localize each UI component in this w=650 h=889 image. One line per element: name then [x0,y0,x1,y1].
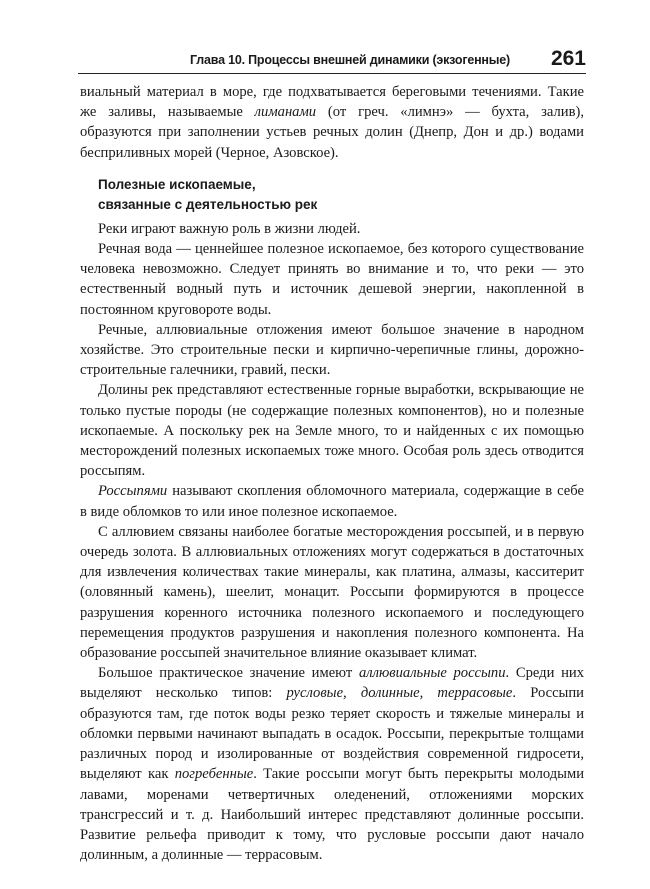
italic-term: лиманами [254,104,317,121]
paragraph: Реки играют важную роль в жизни людей. [98,220,361,237]
paragraph-continuation [80,82,584,163]
text-run: называют скопления обломочного материала, содержащие в себе в виде обломков то или иное полезное ископаемое. [80,483,584,520]
text-run: Большое практическое значение имеют [98,665,359,682]
paragraph: С аллювием связаны наиболее богатые месторождения россыпей, и в первую очередь золота. В аллювиальных отложениях могут содержаться в достаточных для извлечения количествах такие минералы, как платина, алмазы, касситерит (оловянный камень), шеелит, монацит. Россыпи формируются в процессе разрушения коренного источника полезного ископаемого и последующего перемещения продуктов разрушения и накопления полезного компонента. На образование россыпей значительное влияние оказывает климат. [80,523,584,662]
paragraph: Долины рек представляют естественные горные выработки, вскрывающие не только пустые породы (не содержащие полезных компонентов), но и полезные ископаемые. А поскольку рек на Земле много, то и найденных с их помощью месторождений полезных ископаемых тоже много. Особая роль здесь отводится россыпям. [80,382,584,480]
text-run: . Такие россыпи могут быть перекрыты молодыми лавами, моренами четвертичных оледенений, отложениями морских трансгрессий и т. д. Наибольший интерес представляют долинные россыпи. Развитие рельефа приводит к тому, что русловые россыпи дают начало долинным, а долинные — террасовым. [80,766,585,864]
section-heading-line-1: Полезные ископаемые, [98,176,256,192]
paragraph: Речные, аллювиальные отложения имеют большое значение в народном хозяйстве. Это строительные пески и кирпично-черепичные глины, дорожно-строительные галечники, гравий, пески. [80,321,584,379]
text-run: (от греч. «лимнэ» — бухта, залив), образуются при заполнении устьев речных долин (Днепр, Дон и др.) водами бесприливных морей (Черное, Азовское). [80,104,584,161]
chapter-title: Глава 10. Процессы внешней динамики (экзогенные) [190,53,510,67]
body-text [80,82,584,865]
paragraph [80,481,584,521]
italic-term: аллювиальные россыпи [358,665,506,682]
page-number: 261 [550,47,586,70]
text-run: . Среди них выделяют несколько типов: [80,665,584,702]
italic-term: погребенные [174,766,254,783]
paragraph [80,663,584,865]
section-heading [98,175,584,215]
text-run: виальный материал в море, где подхватывается береговыми течениями. Такие же заливы, называемые [80,84,584,121]
italic-term: русловые, долинные, террасовые [286,685,513,702]
running-header [78,43,586,74]
italic-term: Россыпями [98,483,168,500]
section-heading-line-2: связанные с деятельностью рек [98,196,318,212]
paragraph: Речная вода — ценнейшее полезное ископаемое, без которого существование человека невозможно. Следует принять во внимание и то, что реки — это естественный водный путь и источник дешевой энергии, накопленной в постоянном круговороте воды. [80,241,584,318]
text-run: . Россыпи образуются там, где поток воды резко теряет скорость и тяжелые минералы и обломки первыми начинают выпадать в осадок. Россыпи, перекрытые толщами различных пород и изолированные от воздействия современной гидросети, выделяют как [80,685,584,783]
